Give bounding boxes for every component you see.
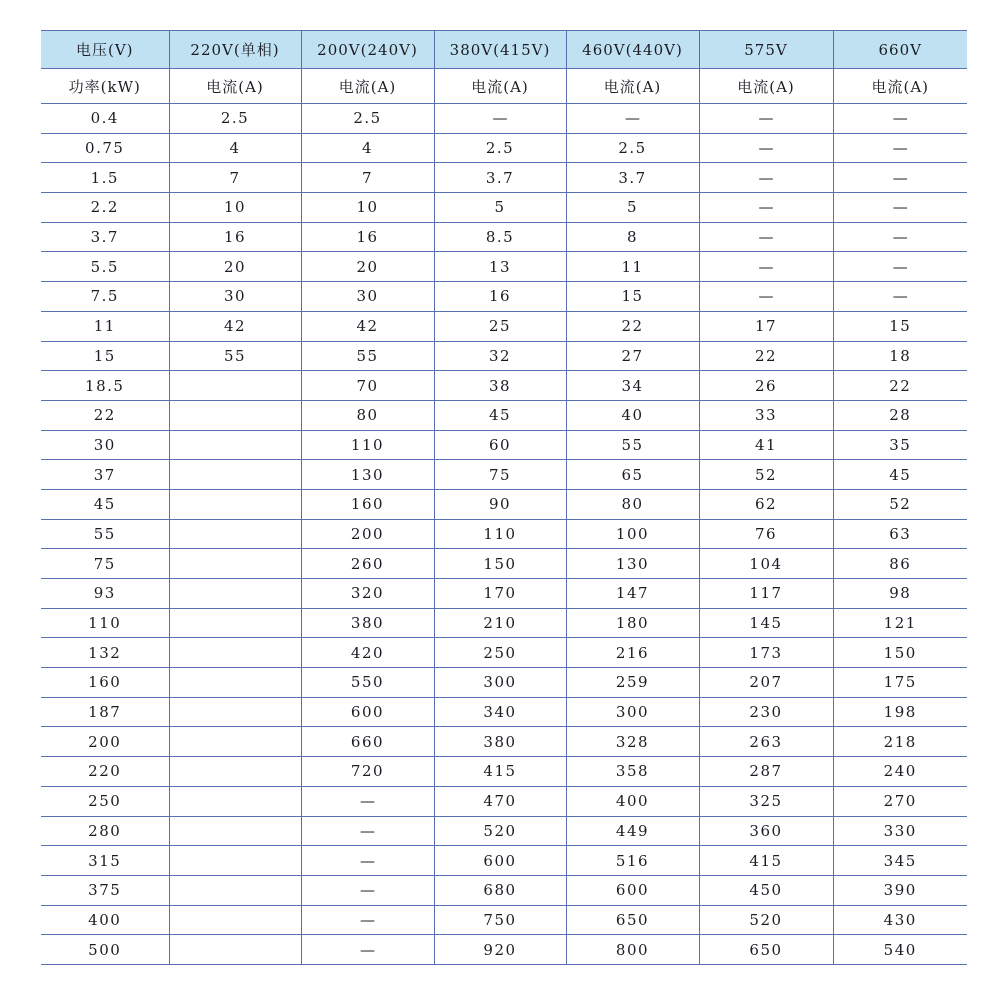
current-cell: 175 [833, 668, 967, 698]
current-cell: 15 [566, 282, 699, 312]
current-cell: 38 [434, 371, 566, 401]
current-cell: 62 [699, 489, 833, 519]
current-cell: 520 [434, 816, 566, 846]
table-row [41, 430, 967, 460]
current-cell: 200 [301, 519, 434, 549]
current-cell: 300 [434, 668, 566, 698]
units-cell-power: 功率(kW) [41, 69, 169, 104]
power-cell: 55 [41, 519, 169, 549]
header-cell-voltage-label: 电压(V) [41, 31, 169, 69]
units-cell-current: 电流(A) [169, 69, 301, 104]
current-cell: 210 [434, 608, 566, 638]
current-cell: — [699, 133, 833, 163]
current-cell [169, 460, 301, 490]
current-cell: 86 [833, 549, 967, 579]
current-cell: 130 [301, 460, 434, 490]
current-cell: 80 [566, 489, 699, 519]
table-row [41, 133, 967, 163]
power-cell: 200 [41, 727, 169, 757]
power-cell: 220 [41, 757, 169, 787]
current-cell: 75 [434, 460, 566, 490]
power-cell: 37 [41, 460, 169, 490]
current-cell [169, 757, 301, 787]
table-row [41, 489, 967, 519]
current-cell [169, 371, 301, 401]
table-row [41, 193, 967, 223]
current-cell: 34 [566, 371, 699, 401]
current-cell: — [301, 786, 434, 816]
current-cell: 2.5 [566, 133, 699, 163]
current-cell: 32 [434, 341, 566, 371]
power-cell: 375 [41, 875, 169, 905]
header-cell-200v: 200V(240V) [301, 31, 434, 69]
voltage-header-row [41, 31, 967, 69]
units-cell-current: 电流(A) [833, 69, 967, 104]
header-cell-220v: 220V(单相) [169, 31, 301, 69]
current-cell: 28 [833, 400, 967, 430]
current-cell: 42 [169, 311, 301, 341]
table-body [41, 104, 967, 965]
current-cell: — [833, 133, 967, 163]
current-cell: 65 [566, 460, 699, 490]
current-cell: 4 [169, 133, 301, 163]
current-cell: 10 [169, 193, 301, 223]
power-cell: 7.5 [41, 282, 169, 312]
current-cell: 240 [833, 757, 967, 787]
current-cell: 20 [169, 252, 301, 282]
current-cell: 110 [301, 430, 434, 460]
current-cell: 173 [699, 638, 833, 668]
table-row [41, 727, 967, 757]
current-cell: 400 [566, 786, 699, 816]
units-cell-current: 电流(A) [301, 69, 434, 104]
current-cell: 70 [301, 371, 434, 401]
current-cell: 550 [301, 668, 434, 698]
current-cell: 30 [301, 282, 434, 312]
table-row [41, 757, 967, 787]
current-cell: 60 [434, 430, 566, 460]
current-cell: 415 [434, 757, 566, 787]
current-cell: 358 [566, 757, 699, 787]
current-cell: 121 [833, 608, 967, 638]
current-cell: 45 [434, 400, 566, 430]
power-cell: 250 [41, 786, 169, 816]
current-cell: — [301, 846, 434, 876]
power-cell: 0.4 [41, 104, 169, 134]
current-cell: 20 [301, 252, 434, 282]
current-cell: 430 [833, 905, 967, 935]
current-cell: 10 [301, 193, 434, 223]
current-cell [169, 638, 301, 668]
current-cell: 22 [699, 341, 833, 371]
current-cell [169, 697, 301, 727]
header-cell-575v: 575V [699, 31, 833, 69]
current-cell: 600 [301, 697, 434, 727]
power-cell: 0.75 [41, 133, 169, 163]
current-cell: 130 [566, 549, 699, 579]
current-cell: 42 [301, 311, 434, 341]
current-cell: 2.5 [434, 133, 566, 163]
current-cell: 41 [699, 430, 833, 460]
current-cell: 55 [301, 341, 434, 371]
table-row [41, 252, 967, 282]
current-cell [169, 549, 301, 579]
current-cell: — [699, 252, 833, 282]
current-cell: 390 [833, 875, 967, 905]
current-cell: — [833, 282, 967, 312]
current-cell: — [699, 282, 833, 312]
current-cell: 33 [699, 400, 833, 430]
table-row [41, 400, 967, 430]
current-cell: 63 [833, 519, 967, 549]
power-cell: 11 [41, 311, 169, 341]
table-row [41, 311, 967, 341]
current-cell: 320 [301, 579, 434, 609]
current-cell: 650 [699, 935, 833, 965]
current-cell: 600 [566, 875, 699, 905]
current-cell: 720 [301, 757, 434, 787]
current-cell: 17 [699, 311, 833, 341]
current-cell: 7 [169, 163, 301, 193]
table-row [41, 816, 967, 846]
current-cell: 2.5 [169, 104, 301, 134]
current-cell: 600 [434, 846, 566, 876]
current-cell: 750 [434, 905, 566, 935]
current-cell: 270 [833, 786, 967, 816]
current-cell: 45 [833, 460, 967, 490]
current-cell: 52 [699, 460, 833, 490]
power-cell: 3.7 [41, 222, 169, 252]
current-cell [169, 786, 301, 816]
power-cell: 400 [41, 905, 169, 935]
current-cell: 16 [169, 222, 301, 252]
table-row [41, 875, 967, 905]
current-cell: — [566, 104, 699, 134]
current-cell [169, 400, 301, 430]
current-cell: 680 [434, 875, 566, 905]
current-cell: 470 [434, 786, 566, 816]
table-row [41, 846, 967, 876]
current-cell: 5 [434, 193, 566, 223]
power-cell: 1.5 [41, 163, 169, 193]
current-cell: — [833, 163, 967, 193]
table-row [41, 786, 967, 816]
current-cell: 15 [833, 311, 967, 341]
table-row [41, 935, 967, 965]
current-cell: 340 [434, 697, 566, 727]
table-row [41, 905, 967, 935]
current-cell [169, 846, 301, 876]
current-cell: 260 [301, 549, 434, 579]
current-cell: 8.5 [434, 222, 566, 252]
current-cell: 3.7 [566, 163, 699, 193]
power-cell: 18.5 [41, 371, 169, 401]
current-cell: 660 [301, 727, 434, 757]
power-cell: 500 [41, 935, 169, 965]
table-row [41, 371, 967, 401]
table-row [41, 638, 967, 668]
current-cell: 110 [434, 519, 566, 549]
current-cell: 287 [699, 757, 833, 787]
current-cell: 26 [699, 371, 833, 401]
current-cell [169, 668, 301, 698]
power-cell: 75 [41, 549, 169, 579]
current-cell: 22 [566, 311, 699, 341]
current-cell: 4 [301, 133, 434, 163]
current-cell: 450 [699, 875, 833, 905]
current-cell: — [699, 222, 833, 252]
units-cell-current: 电流(A) [566, 69, 699, 104]
table-row [41, 282, 967, 312]
power-cell: 30 [41, 430, 169, 460]
current-cell: 55 [169, 341, 301, 371]
power-cell: 187 [41, 697, 169, 727]
current-cell: 328 [566, 727, 699, 757]
power-cell: 110 [41, 608, 169, 638]
current-cell: — [301, 905, 434, 935]
current-cell: 650 [566, 905, 699, 935]
current-cell: 13 [434, 252, 566, 282]
current-cell: 5 [566, 193, 699, 223]
current-cell: 76 [699, 519, 833, 549]
current-cell: 55 [566, 430, 699, 460]
current-cell: 540 [833, 935, 967, 965]
current-cell [169, 519, 301, 549]
current-cell: 218 [833, 727, 967, 757]
current-cell: 98 [833, 579, 967, 609]
current-cell [169, 875, 301, 905]
current-cell: 35 [833, 430, 967, 460]
table-row [41, 668, 967, 698]
current-cell: — [833, 252, 967, 282]
units-cell-current: 电流(A) [699, 69, 833, 104]
table-row [41, 104, 967, 134]
current-cell [169, 935, 301, 965]
table-row [41, 608, 967, 638]
current-cell: 30 [169, 282, 301, 312]
current-cell: 380 [301, 608, 434, 638]
current-cell: 117 [699, 579, 833, 609]
header-cell-380v: 380V(415V) [434, 31, 566, 69]
current-cell: 230 [699, 697, 833, 727]
current-cell: 27 [566, 341, 699, 371]
current-cell [169, 816, 301, 846]
current-cell [169, 905, 301, 935]
power-cell: 160 [41, 668, 169, 698]
current-cell [169, 579, 301, 609]
table-row [41, 697, 967, 727]
current-cell: 7 [301, 163, 434, 193]
power-cell: 132 [41, 638, 169, 668]
current-cell: 300 [566, 697, 699, 727]
current-cell: 16 [301, 222, 434, 252]
current-cell [169, 727, 301, 757]
current-cell: 380 [434, 727, 566, 757]
units-header-row [41, 69, 967, 104]
current-cell [169, 430, 301, 460]
current-cell: 920 [434, 935, 566, 965]
table-row [41, 460, 967, 490]
current-cell: 52 [833, 489, 967, 519]
current-cell: 2.5 [301, 104, 434, 134]
current-cell: 3.7 [434, 163, 566, 193]
current-cell: 180 [566, 608, 699, 638]
current-cell: 520 [699, 905, 833, 935]
current-cell: 145 [699, 608, 833, 638]
current-cell: — [301, 935, 434, 965]
current-cell: 25 [434, 311, 566, 341]
table-row [41, 163, 967, 193]
current-cell: 147 [566, 579, 699, 609]
power-cell: 45 [41, 489, 169, 519]
current-cell: 198 [833, 697, 967, 727]
current-cell: 160 [301, 489, 434, 519]
current-cell: — [434, 104, 566, 134]
current-cell: 250 [434, 638, 566, 668]
current-cell: 16 [434, 282, 566, 312]
current-cell [169, 489, 301, 519]
current-cell: — [301, 875, 434, 905]
current-cell: — [301, 816, 434, 846]
current-cell: 80 [301, 400, 434, 430]
current-cell: 8 [566, 222, 699, 252]
current-cell: 259 [566, 668, 699, 698]
power-cell: 15 [41, 341, 169, 371]
power-cell: 93 [41, 579, 169, 609]
current-spec-table-container [41, 30, 967, 965]
current-cell: — [833, 193, 967, 223]
power-cell: 5.5 [41, 252, 169, 282]
current-cell: 207 [699, 668, 833, 698]
current-cell [169, 608, 301, 638]
current-cell: 420 [301, 638, 434, 668]
current-cell: 150 [833, 638, 967, 668]
current-cell: — [833, 222, 967, 252]
table-row [41, 341, 967, 371]
current-cell: 360 [699, 816, 833, 846]
current-cell: 345 [833, 846, 967, 876]
current-cell: 100 [566, 519, 699, 549]
units-cell-current: 电流(A) [434, 69, 566, 104]
table-row [41, 579, 967, 609]
current-cell: 170 [434, 579, 566, 609]
current-cell: 90 [434, 489, 566, 519]
current-cell: — [699, 193, 833, 223]
current-cell: 40 [566, 400, 699, 430]
table-row [41, 222, 967, 252]
current-cell: 449 [566, 816, 699, 846]
current-cell: 18 [833, 341, 967, 371]
current-cell: — [699, 163, 833, 193]
current-cell: 11 [566, 252, 699, 282]
current-cell: 800 [566, 935, 699, 965]
power-cell: 280 [41, 816, 169, 846]
header-cell-460v: 460V(440V) [566, 31, 699, 69]
current-cell: 263 [699, 727, 833, 757]
table-row [41, 549, 967, 579]
current-cell: 150 [434, 549, 566, 579]
current-cell: 104 [699, 549, 833, 579]
power-cell: 315 [41, 846, 169, 876]
current-cell: 325 [699, 786, 833, 816]
current-cell: 415 [699, 846, 833, 876]
current-cell: 22 [833, 371, 967, 401]
current-cell: — [699, 104, 833, 134]
table-row [41, 519, 967, 549]
power-cell: 22 [41, 400, 169, 430]
header-cell-660v: 660V [833, 31, 967, 69]
current-cell: 516 [566, 846, 699, 876]
current-spec-table [41, 30, 967, 965]
current-cell: 216 [566, 638, 699, 668]
current-cell: — [833, 104, 967, 134]
current-cell: 330 [833, 816, 967, 846]
power-cell: 2.2 [41, 193, 169, 223]
